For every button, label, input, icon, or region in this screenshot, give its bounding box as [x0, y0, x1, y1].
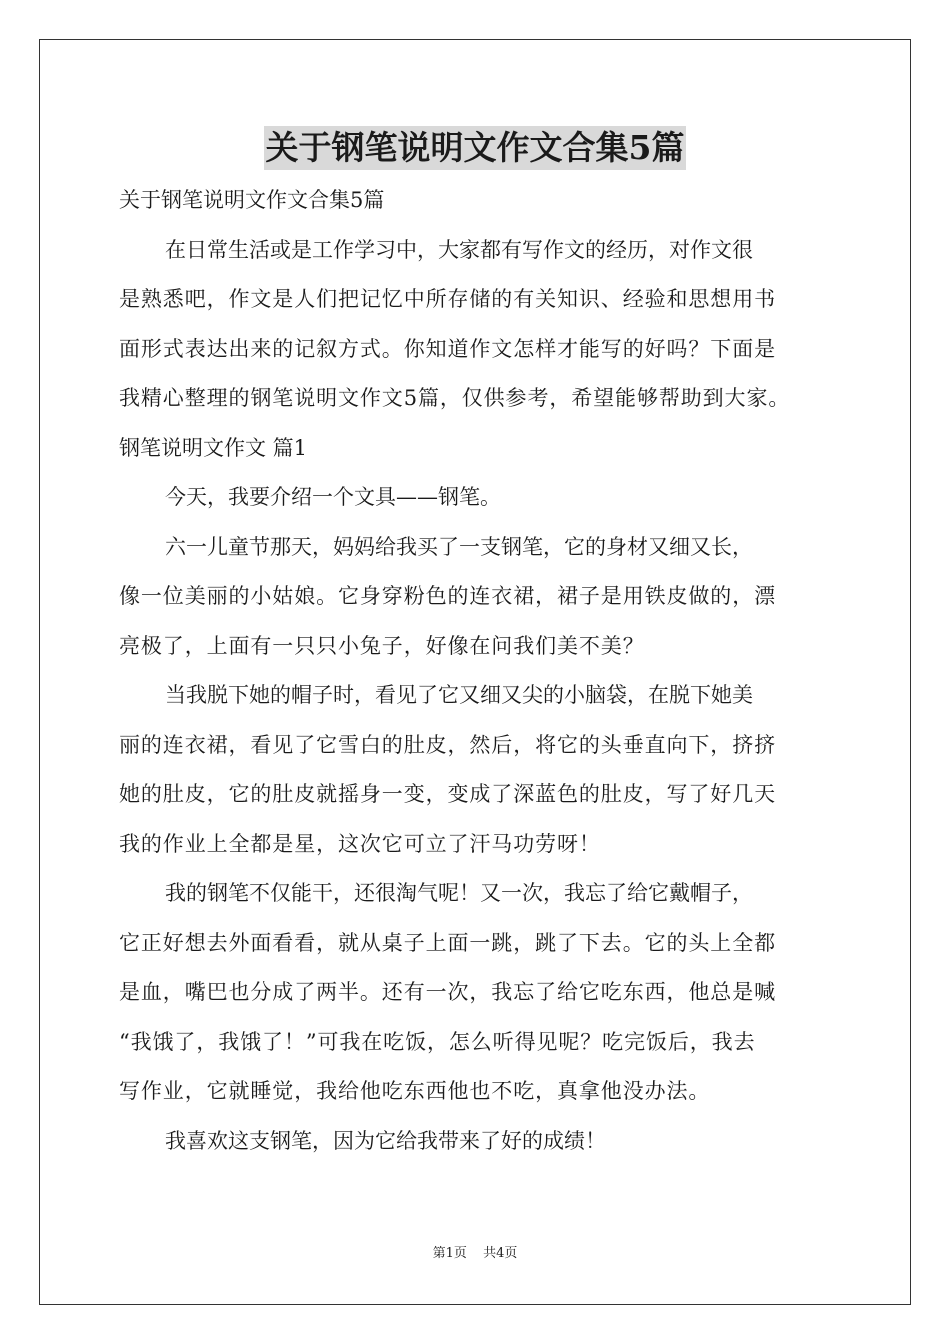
document-title-text: 关于钢笔说明文作文合集5篇	[264, 126, 687, 170]
text-line: 面形式表达出来的记叙方式。你知道作文怎样才能写的好吗？下面是	[119, 336, 776, 361]
text-line: 她的肚皮，它的肚皮就摇身一变，变成了深蓝色的肚皮，写了好几天	[119, 782, 776, 806]
text-line: 丽的连衣裙，看见了它雪白的肚皮，然后，将它的头垂直向下，挤挤	[119, 732, 776, 757]
text-line: “我饿了，我饿了！”可我在吃饭，怎么听得见呢？吃完饭后，我去	[119, 1029, 756, 1054]
text-line: 关于钢笔说明文作文合集5篇	[119, 188, 385, 212]
document-body	[119, 176, 841, 1166]
text-line: 写作业，它就睡觉，我给他吃东西他也不吃，真拿他没办法。	[119, 1079, 711, 1103]
text-line: 我精心整理的钢笔说明文作文5篇，仅供参考，希望能够帮助到大家。	[119, 386, 791, 410]
total-pages-label: 共4页	[483, 1246, 518, 1261]
text-line: 在日常生活或是工作学习中，大家都有写作文的经历，对作文很	[165, 237, 753, 262]
text-line: 当我脱下她的帽子时，看见了它又细又尖的小脑袋，在脱下她美	[165, 683, 753, 707]
text-line: 钢笔说明文作文 篇1	[119, 435, 308, 460]
text-line: 我的作业上全都是星，这次它可立了汗马功劳呀！	[119, 831, 601, 856]
text-line: 是熟悉吧，作文是人们把记忆中所存储的有关知识、经验和思想用书	[119, 287, 776, 311]
text-line: 它正好想去外面看看，就从桌子上面一跳，跳了下去。它的头上全都	[119, 930, 776, 955]
text-line: 六一儿童节那天，妈妈给我买了一支钢笔，它的身材又细又长，	[165, 534, 753, 559]
text-line: 今天，我要介绍一个文具——钢笔。	[165, 485, 501, 509]
text-line: 我的钢笔不仅能干，还很淘气呢！又一次，我忘了给它戴帽子，	[165, 881, 753, 905]
text-line: 像一位美丽的小姑娘。它身穿粉色的连衣裙，裙子是用铁皮做的，漂	[119, 584, 776, 608]
text-line: 我喜欢这支钢笔，因为它给我带来了好的成绩！	[165, 1128, 606, 1153]
document-title	[0, 126, 950, 170]
page-footer	[0, 1244, 950, 1264]
text-line: 是血，嘴巴也分成了两半。还有一次，我忘了给它吃东西，他总是喊	[119, 980, 776, 1004]
current-page-label: 第1页	[432, 1246, 467, 1261]
text-line: 亮极了，上面有一只只小兔子，好像在问我们美不美？	[119, 633, 645, 658]
